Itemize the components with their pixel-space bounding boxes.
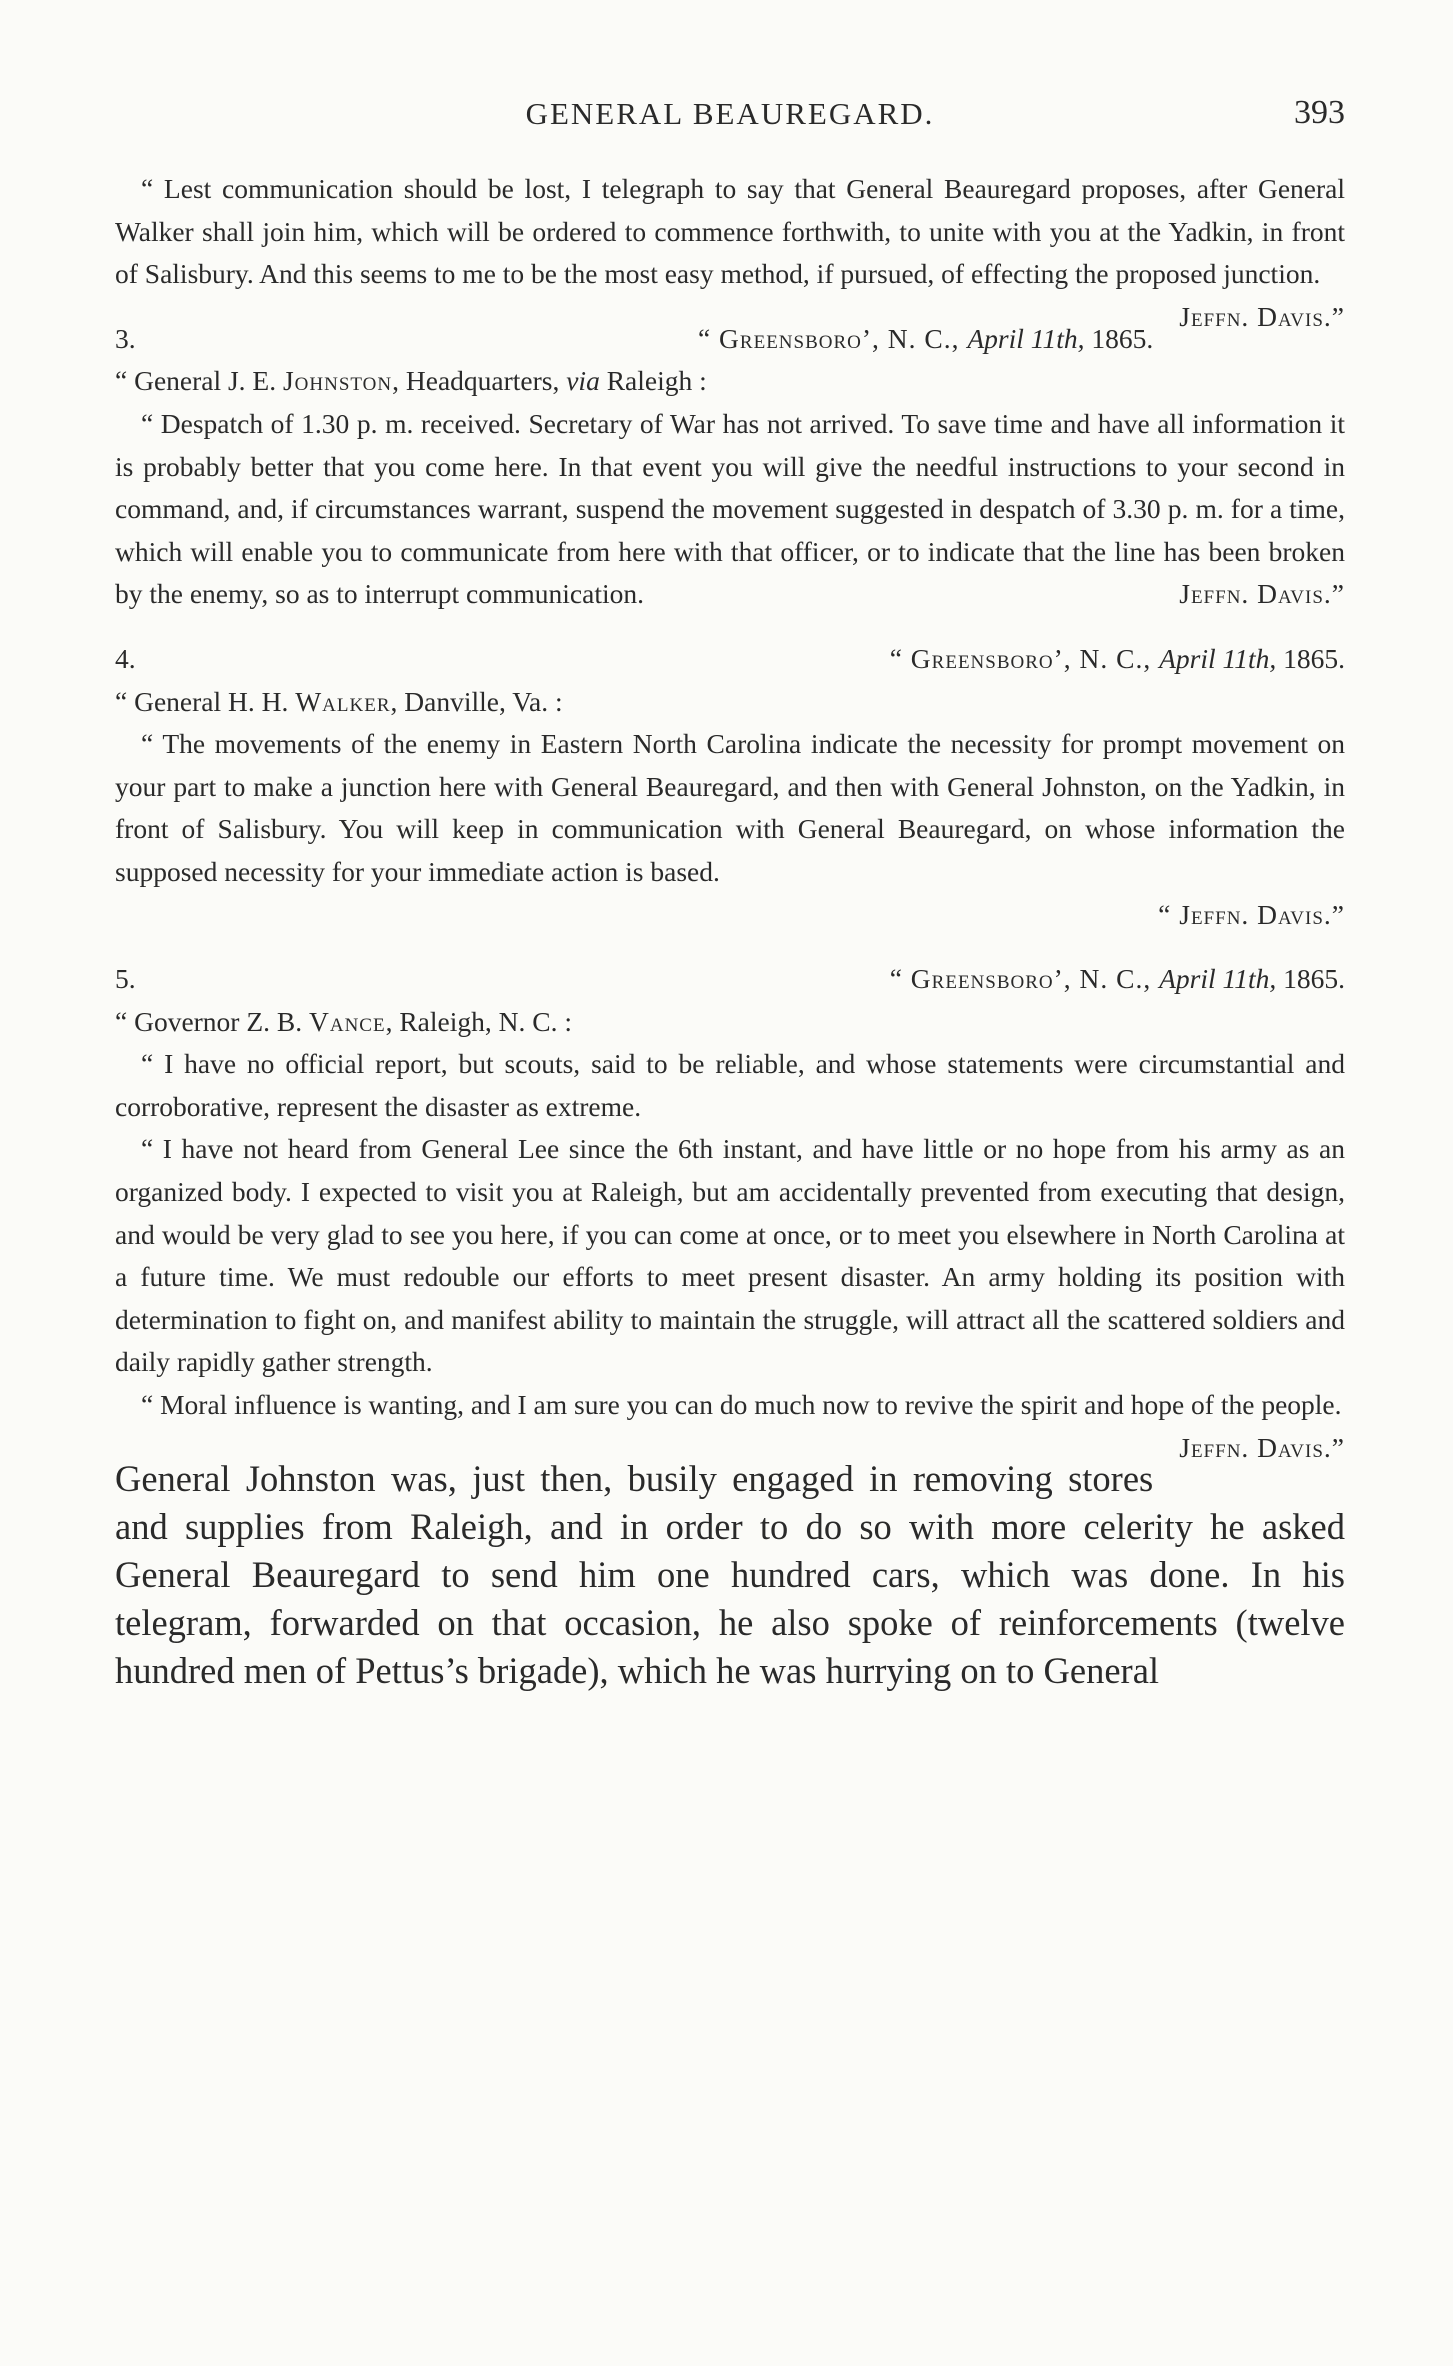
telegram-3-addressee-open: “ General J. E.: [115, 365, 283, 397]
telegram-2-text: “ Lest communication should be lost, I telegraph to say that General Beauregard proposes, after General Walker shall join him, which will be ordered to commence forthwith, to unite with you at the Yadkin, in front of Salisbury. And this seems to me to be the most easy method, if pursued, of effecting the proposed junction.: [115, 173, 1345, 290]
telegram-4-addressee-name: Walker: [295, 685, 391, 717]
telegram-3-signature: Jeffn. Davis.”: [1179, 578, 1345, 610]
telegram-3-year: 1865.: [1091, 322, 1154, 354]
telegram-4-addressee: [115, 681, 1345, 724]
telegram-5-heading: [115, 958, 1345, 1001]
page-number: 393: [1294, 94, 1345, 131]
telegram-2-signature: Jeffn. Davis.”: [1179, 300, 1345, 332]
telegram-3-place: “ Greensboro’, N. C.,: [697, 322, 968, 354]
telegram-5-dateline: [890, 958, 1345, 1001]
telegram-5-addressee: [115, 1001, 1345, 1044]
telegram-5-signature: Jeffn. Davis.”: [1179, 1431, 1345, 1463]
telegram-5-para-2: “ I have not heard from General Lee since the 6th instant, and have little or no hope from his army as an organized body. I expected to visit you at Raleigh, but am accidentally prevented from executing that design, and would be very glad to see you here, if you can come at once, or to meet you elsewhere in North Carolina at a future time. We must redouble our efforts to meet present disaster. An army holding its position with determination to fight on, and manifest ability to maintain the struggle, will attract all the scattered soldiers and daily rapidly gather strength.: [115, 1133, 1345, 1378]
telegram-5-addressee-name: Vance: [308, 1005, 386, 1037]
telegram-3-addressee: [115, 360, 1345, 403]
telegram-3-addressee-place: Raleigh :: [599, 365, 707, 397]
telegram-5-place: “ Greensboro’, N. C.,: [889, 963, 1160, 995]
telegram-5-addressee-rest: , Raleigh, N. C. :: [385, 1005, 572, 1037]
telegram-3: [115, 318, 1345, 616]
telegram-3-text: “ Despatch of 1.30 p. m. received. Secretary of War has not arrived. To save time and have all information it is probably better that you come here. In that event you will give the needful instructions to your second in command, and, if circumstances warrant, suspend the movement suggested in despatch of 3.30 p. m. for a time, which will enable you to communicate from here with that officer, or to indicate that the line has been broken by the enemy, so as to interrupt communication.: [115, 407, 1345, 610]
telegram-3-addressee-name: Johnston: [282, 365, 393, 397]
narrative-paragraph: [115, 1455, 1345, 1695]
telegram-5-addressee-open: “ Governor Z. B.: [115, 1005, 309, 1037]
telegram-5-year: 1865.: [1283, 963, 1345, 995]
telegram-5-para-3-text: “ Moral influence is wanting, and I am sure you can do much now to revive the spirit and hope of the people.: [141, 1389, 1342, 1421]
telegram-5-para-1: “ I have no official report, but scouts, said to be reliable, and whose statements were circumstantial and corroborative, represent the disaster as extreme.: [115, 1048, 1345, 1122]
telegram-4-body: “ The movements of the enemy in Eastern North Carolina indicate the necessity for prompt movement on your part to make a junction here with General Beauregard, and then with General Johnston, on the Yadkin, in front of Salisbury. You will keep in communication with General Beauregard, on whose information the supposed necessity for your immediate action is based.: [115, 728, 1345, 887]
telegram-3-dateline: [698, 318, 1153, 361]
book-page: [115, 92, 1345, 1695]
telegram-4-dateline: [890, 638, 1345, 681]
telegram-4-number: 4.: [115, 642, 136, 674]
telegram-5-number: 5.: [115, 963, 136, 995]
telegram-4-addressee-open: “ General H. H.: [115, 685, 296, 717]
telegram-5-para-3: [115, 1384, 1345, 1463]
running-head: GENERAL BEAUREGARD.: [525, 96, 935, 131]
telegram-3-date: April 11th,: [967, 322, 1092, 354]
telegram-5-date: April 11th,: [1159, 963, 1284, 995]
telegram-3-body: [115, 403, 1345, 616]
telegram-5: [115, 958, 1345, 1463]
narrative-text: General Johnston was, just then, busily engaged in removing stores and supplies from Raleigh, and in order to do so with more celerity he asked General Beauregard to send him one hundred cars, which was done. In his telegram, forwarded on that occasion, he also spoke of reinforcements (twelve hundred men of Pettus’s brigade), which he was hurrying on to General: [115, 1457, 1345, 1691]
telegram-3-addressee-rest: , Headquarters,: [392, 365, 567, 397]
telegram-3-heading: [115, 318, 1153, 361]
telegram-4-addressee-rest: , Danville, Va. :: [390, 685, 563, 717]
page-header: [115, 92, 1345, 148]
telegram-3-addressee-via: via: [566, 365, 600, 397]
telegram-4: [115, 638, 1345, 936]
telegram-4-signature: “ Jeffn. Davis.”: [1158, 898, 1345, 930]
telegram-2-tail: [115, 168, 1345, 332]
telegram-2-body: [115, 168, 1345, 332]
telegram-4-date: April 11th,: [1159, 642, 1284, 674]
telegram-3-number: 3.: [115, 322, 136, 354]
telegram-4-place: “ Greensboro’, N. C.,: [889, 642, 1160, 674]
telegram-4-year: 1865.: [1283, 642, 1345, 674]
telegram-4-heading: [115, 638, 1345, 681]
